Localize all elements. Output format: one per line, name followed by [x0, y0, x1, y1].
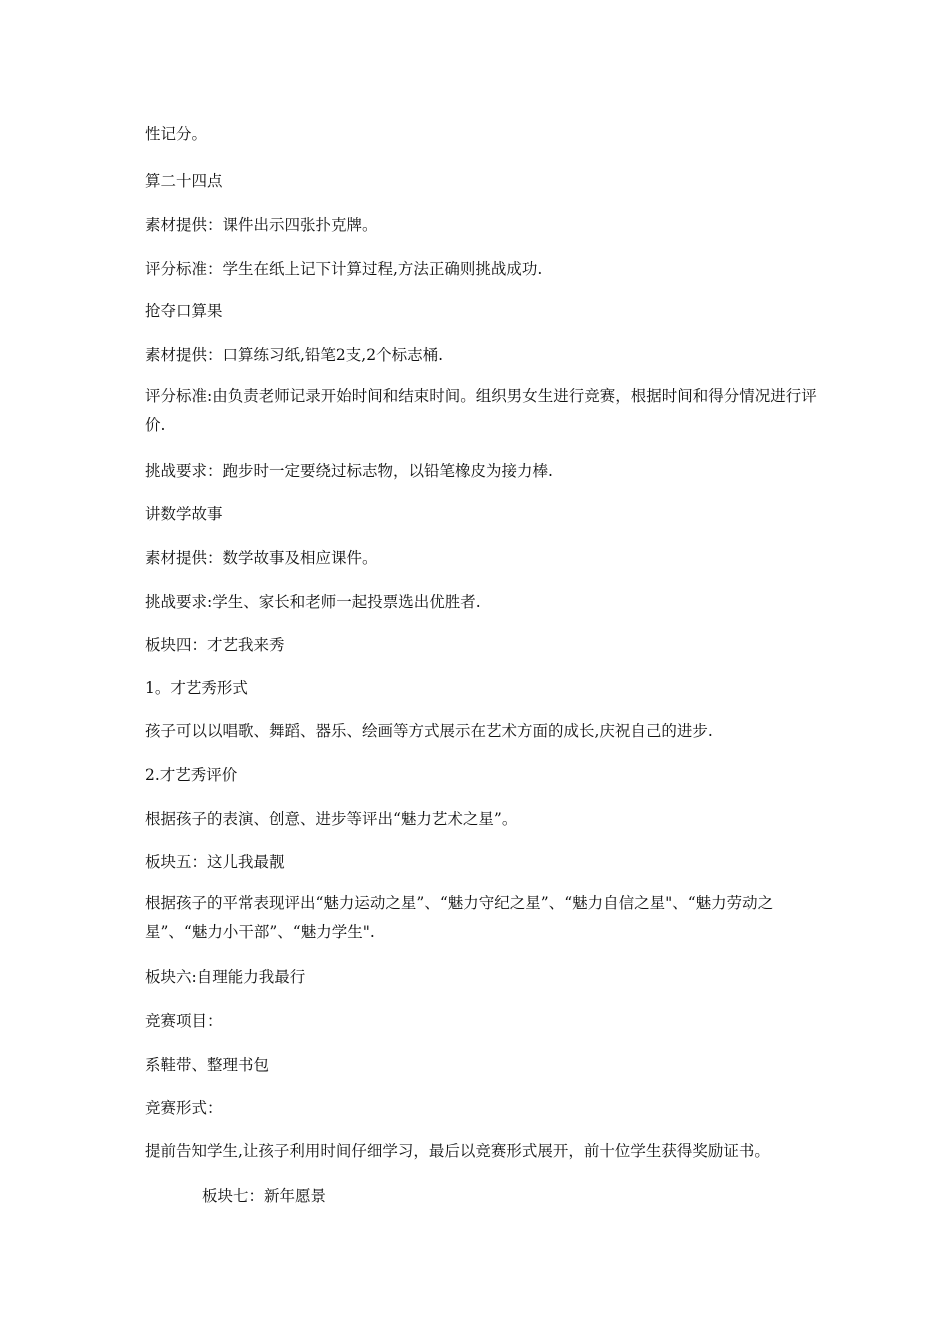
paragraph: 素材提供：口算练习纸,铅笔2支,2个标志桶. — [145, 346, 444, 364]
subheading: 2.才艺秀评价 — [145, 766, 238, 784]
paragraph: 孩子可以以唱歌、舞蹈、器乐、绘画等方式展示在艺术方面的成长,庆祝自己的进步. — [145, 722, 713, 740]
paragraph: 挑战要求：跑步时一定要绕过标志物，以铅笔橡皮为接力棒. — [145, 462, 553, 480]
paragraph: 根据孩子的平常表现评出“魅力运动之星”、“魅力守纪之星”、“魅力自信之星"、“魅力劳动之星”、“魅力小干部”、“魅力学生". — [145, 894, 774, 941]
paragraph: 系鞋带、整理书包 — [145, 1056, 270, 1074]
paragraph: 提前告知学生,让孩子利用时间仔细学习，最后以竞赛形式展开，前十位学生获得奖励证书。 — [145, 1142, 770, 1160]
paragraph: 评分标准:由负责老师记录开始时间和结束时间。组织男女生进行竞赛，根据时间和得分情况进行评价. — [145, 387, 817, 434]
subheading: 1。才艺秀形式 — [145, 679, 248, 697]
section-heading: 板块七：新年愿景 — [202, 1187, 327, 1205]
section-heading: 抢夺口算果 — [145, 302, 223, 320]
section-heading: 板块五：这儿我最靓 — [145, 853, 285, 871]
section-heading: 板块四：才艺我来秀 — [145, 636, 285, 654]
paragraph: 竞赛项目： — [145, 1012, 223, 1030]
paragraph: 根据孩子的表演、创意、进步等评出“魅力艺术之星”。 — [145, 810, 518, 828]
paragraph: 素材提供：数学故事及相应课件。 — [145, 549, 378, 567]
paragraph: 素材提供：课件出示四张扑克牌。 — [145, 216, 378, 234]
section-heading: 讲数学故事 — [145, 505, 223, 523]
paragraph: 挑战要求:学生、家长和老师一起投票选出优胜者. — [145, 593, 481, 611]
paragraph: 性记分。 — [145, 125, 208, 143]
paragraph: 竞赛形式： — [145, 1099, 223, 1117]
section-heading: 算二十四点 — [145, 172, 223, 190]
section-heading: 板块六:自理能力我最行 — [145, 968, 306, 986]
paragraph: 评分标准：学生在纸上记下计算过程,方法正确则挑战成功. — [145, 260, 543, 278]
